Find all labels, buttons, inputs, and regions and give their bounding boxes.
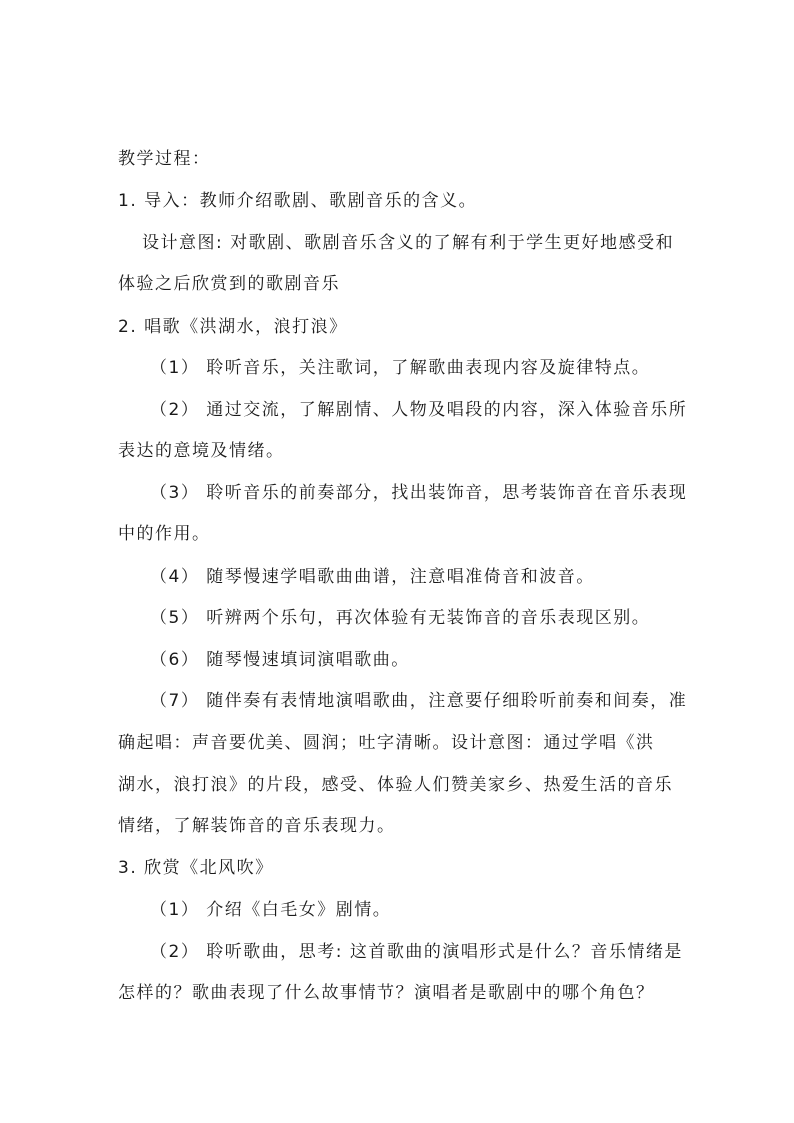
step-2-item-5: （5） 听辨两个乐句，再次体验有无装饰音的音乐表现区别。 <box>150 608 651 628</box>
step-2-item-7: （7） 随伴奏有表情地演唱歌曲，注意要仔细聆听前奏和间奏，准 <box>150 691 688 711</box>
step-2-item-7-cont-3: 情绪，了解装饰音的音乐表现力。 <box>118 816 396 836</box>
step-2-item-4: （4） 随琴慢速学唱歌曲曲谱，注意唱准倚音和波音。 <box>150 567 595 587</box>
step-2-item-2: （2） 通过交流，了解剧情、人物及唱段的内容，深入体验音乐所 <box>150 400 688 420</box>
step-3-item-2: （2） 聆听歌曲，思考: 这首歌曲的演唱形式是什么？音乐情绪是 <box>150 942 683 962</box>
step-1-design-intent-cont: 体验之后欣赏到的歌剧音乐 <box>118 274 340 294</box>
step-2-item-2-cont: 表达的意境及情绪。 <box>118 441 285 461</box>
step-1-design-intent: 设计意图: 对歌剧、歌剧音乐含义的了解有利于学生更好地感受和 <box>142 233 675 253</box>
step-1-title: 1. 导入：教师介绍歌剧、歌剧音乐的含义。 <box>118 191 478 211</box>
step-2-item-3-cont: 中的作用。 <box>118 524 211 544</box>
step-3-title: 3. 欣赏《北风吹》 <box>118 858 274 878</box>
step-2-item-6: （6） 随琴慢速填词演唱歌曲。 <box>150 650 410 670</box>
step-2-item-7-cont-1: 确起唱：声音要优美、圆润；吐字清晰。设计意图：通过学唱《洪 <box>118 733 655 753</box>
step-3-item-1: （1） 介绍《白毛女》剧情。 <box>150 900 392 920</box>
step-2-item-7-cont-2: 湖水，浪打浪》的片段，感受、体验人们赞美家乡、热爱生活的音乐 <box>118 775 673 795</box>
step-3-item-2-cont: 怎样的？歌曲表现了什么故事情节？演唱者是歌剧中的哪个角色？ <box>118 983 655 1003</box>
step-2-item-1: （1） 聆听音乐，关注歌词，了解歌曲表现内容及旋律特点。 <box>150 358 651 378</box>
section-heading: 教学过程： <box>118 149 211 169</box>
step-2-item-3: （3） 聆听音乐的前奏部分，找出装饰音，思考装饰音在音乐表现 <box>150 483 688 503</box>
step-2-title: 2. 唱歌《洪湖水，浪打浪》 <box>118 317 348 337</box>
